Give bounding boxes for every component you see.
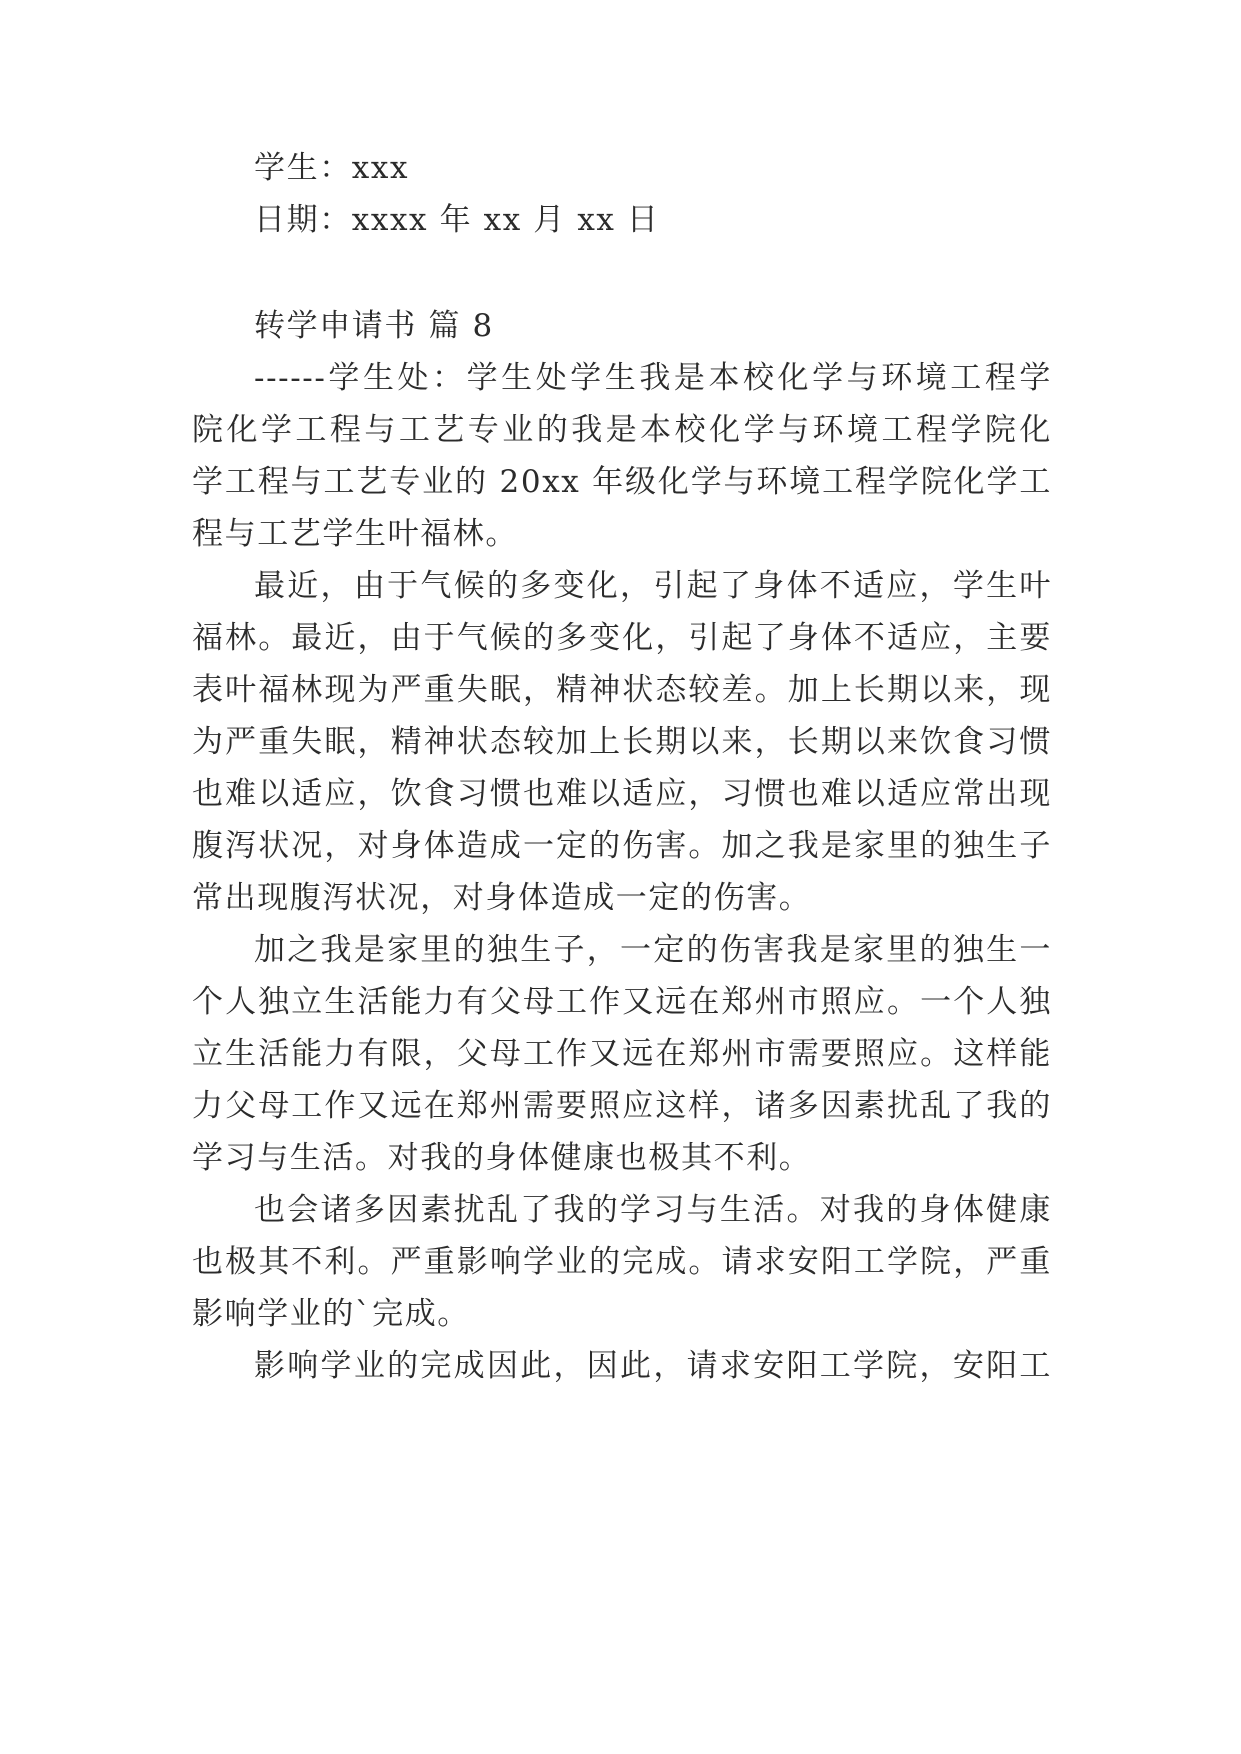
paragraph-line: 最近，由于气候的多变化，引起了身体不适应，学生叶 [254,568,1052,604]
paragraph-line: 腹泻状况，对身体造成一定的伤害。加之我是家里的独生子 [192,828,1052,864]
paragraph-line: 影响学业的`完成。 [192,1296,470,1332]
paragraph-line: 力父母工作又远在郑州需要照应这样，诸多因素扰乱了我的 [192,1088,1052,1124]
paragraph-line: 影响学业的完成因此，因此，请求安阳工学院，安阳工 [254,1348,1052,1384]
paragraph-line: 也难以适应，饮食习惯也难以适应，习惯也难以适应常出现 [192,776,1052,812]
paragraph-line: ------学生处：学生处学生我是本校化学与环境工程学 [254,360,1052,396]
section-title: 转学申请书 篇 8 [254,308,494,344]
paragraph-line: 加之我是家里的独生子，一定的伤害我是家里的独生一 [254,932,1052,968]
student-signature: 学生：xxx [254,150,410,186]
paragraph-line: 福林。最近，由于气候的多变化，引起了身体不适应，主要 [192,620,1052,656]
paragraph-line: 为严重失眠，精神状态较加上长期以来，长期以来饮食习惯 [192,724,1052,760]
paragraph-line: 程与工艺学生叶福林。 [192,516,518,552]
paragraph-line: 常出现腹泻状况，对身体造成一定的伤害。 [192,880,812,916]
paragraph-line: 也会诸多因素扰乱了我的学习与生活。对我的身体健康 [254,1192,1052,1228]
paragraph-line: 学工程与工艺专业的 20xx 年级化学与环境工程学院化学工 [192,464,1052,500]
paragraph-line: 个人独立生活能力有父母工作又远在郑州市照应。一个人独 [192,984,1052,1020]
paragraph-line: 立生活能力有限，父母工作又远在郑州市需要照应。这样能 [192,1036,1052,1072]
paragraph-line: 也极其不利。严重影响学业的完成。请求安阳工学院，严重 [192,1244,1052,1280]
paragraph-line: 学习与生活。对我的身体健康也极其不利。 [192,1140,812,1176]
date-line: 日期：xxxx 年 xx 月 xx 日 [254,202,660,238]
paragraph-line: 院化学工程与工艺专业的我是本校化学与环境工程学院化 [192,412,1052,448]
paragraph-line: 表叶福林现为严重失眠，精神状态较差。加上长期以来，现 [192,672,1052,708]
